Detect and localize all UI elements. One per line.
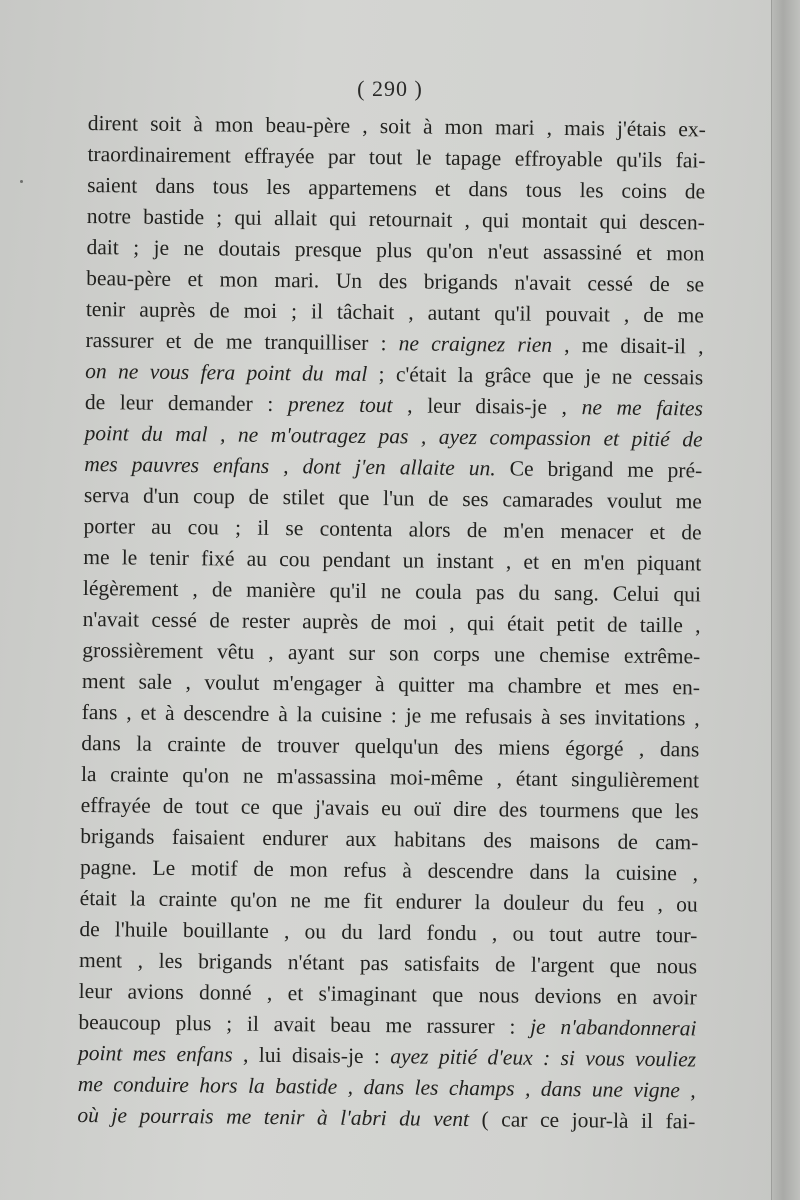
roman-text: leur avions donné , et s'imaginant que nous devions en avoir: [78, 978, 697, 1010]
roman-text: ( car ce jour-là il fai-: [468, 1107, 696, 1134]
body-text: [77, 108, 706, 1137]
italic-text: prenez tout: [287, 392, 393, 418]
roman-text: grossièrement vêtu , ayant sur son corps une chemise extrême-: [82, 637, 701, 669]
roman-text: pagne. Le motif de mon refus à descendre dans la cuisine ,: [79, 854, 699, 886]
italic-text: point du mal , ne m'outragez pas , ayez compassion et pitié de: [84, 420, 703, 452]
roman-text: tenir auprès de moi ; il tâchait , autant qu'il pouvait , de me: [85, 296, 704, 328]
ink-speck: [20, 180, 23, 183]
roman-text: ment , les brigands n'étant pas satisfaits de l'argent que nous: [78, 947, 698, 979]
roman-text: de leur demander :: [84, 389, 289, 417]
roman-text: beaucoup plus ; il avait beau me rassurer :: [78, 1009, 531, 1039]
italic-text: ayez pitié d'eux : si vous vouliez: [390, 1044, 697, 1072]
italic-text: point mes enfans: [77, 1040, 233, 1067]
text-line: [77, 1100, 695, 1137]
roman-text: traordinairement effrayée par tout le tapage effroyable qu'ils fai-: [87, 141, 706, 173]
roman-text: ment sale , voulut m'engager à quitter ma chambre et mes en-: [81, 668, 701, 700]
next-page-edge: [771, 0, 800, 1200]
roman-text: dirent soit à mon beau-père , soit à mon mari , mais j'étais ex-: [87, 110, 706, 142]
roman-text: porter au cou ; il se contenta alors de m'en menacer et de: [83, 513, 702, 545]
italic-text: ne me faites: [581, 395, 704, 421]
roman-text: notre bastide ; qui allait qui retournait , qui montait qui descen-: [86, 203, 705, 235]
roman-text: beau-père et mon mari. Un des brigands n'avait cessé de se: [86, 265, 705, 297]
roman-text: , leur disais-je ,: [392, 393, 582, 420]
roman-text: dans la crainte de trouver quelqu'un des miens égorgé , dans: [81, 730, 700, 762]
roman-text: , me disait-il ,: [551, 332, 704, 359]
page-number: ( 290 ): [357, 76, 423, 101]
roman-text: dait ; je ne doutais presque plus qu'on n'eut assassiné et mon: [86, 234, 705, 266]
roman-text: brigands faisaient endurer aux habitans des maisons de cam-: [80, 823, 699, 855]
roman-text: Ce brigand me pré-: [495, 456, 703, 483]
roman-text: n'avait cessé de rester auprès de moi , qui était petit de taille ,: [82, 606, 701, 638]
roman-text: était la crainte qu'on ne me fit endurer la douleur du feu , ou: [79, 885, 698, 917]
roman-text: effrayée de tout ce que j'avais eu ouï dire des tourmens que les: [80, 792, 699, 824]
roman-text: rassurer et de me tranquilliser :: [85, 327, 399, 356]
roman-text: fans , et à descendre à la cuisine : je me refusais à ses invitations ,: [81, 699, 700, 731]
roman-text: saient dans tous les appartemens et dans tous les coins de: [87, 172, 706, 204]
roman-text: légèrement , de manière qu'il ne coula pas du sang. Celui qui: [82, 575, 702, 607]
italic-text: ne craignez rien: [398, 331, 553, 357]
roman-text: me le tenir fixé au cou pendant un instant , et en m'en piquant: [83, 544, 702, 576]
roman-text: de l'huile bouillante , ou du lard fondu , ou tout autre tour-: [79, 916, 698, 948]
italic-text: je n'abandonnerai: [530, 1014, 697, 1041]
roman-text: ; c'était la grâce que je ne cessais: [367, 361, 704, 390]
italic-text: mes pauvres enfans , dont j'en allaite un.: [84, 451, 496, 481]
italic-text: où je pourrais me tenir à l'abri du vent: [77, 1102, 470, 1132]
italic-text: me conduire hors la bastide , dans les champs , dans une vigne ,: [77, 1071, 696, 1103]
roman-text: serva d'un coup de stilet que l'un de ses camarades voulut me: [83, 482, 703, 514]
roman-text: , lui disais-je :: [232, 1042, 391, 1069]
roman-text: la crainte qu'on ne m'assassina moi-même , étant singulièrement: [80, 761, 700, 793]
italic-text: on ne vous fera point du mal: [85, 358, 368, 386]
